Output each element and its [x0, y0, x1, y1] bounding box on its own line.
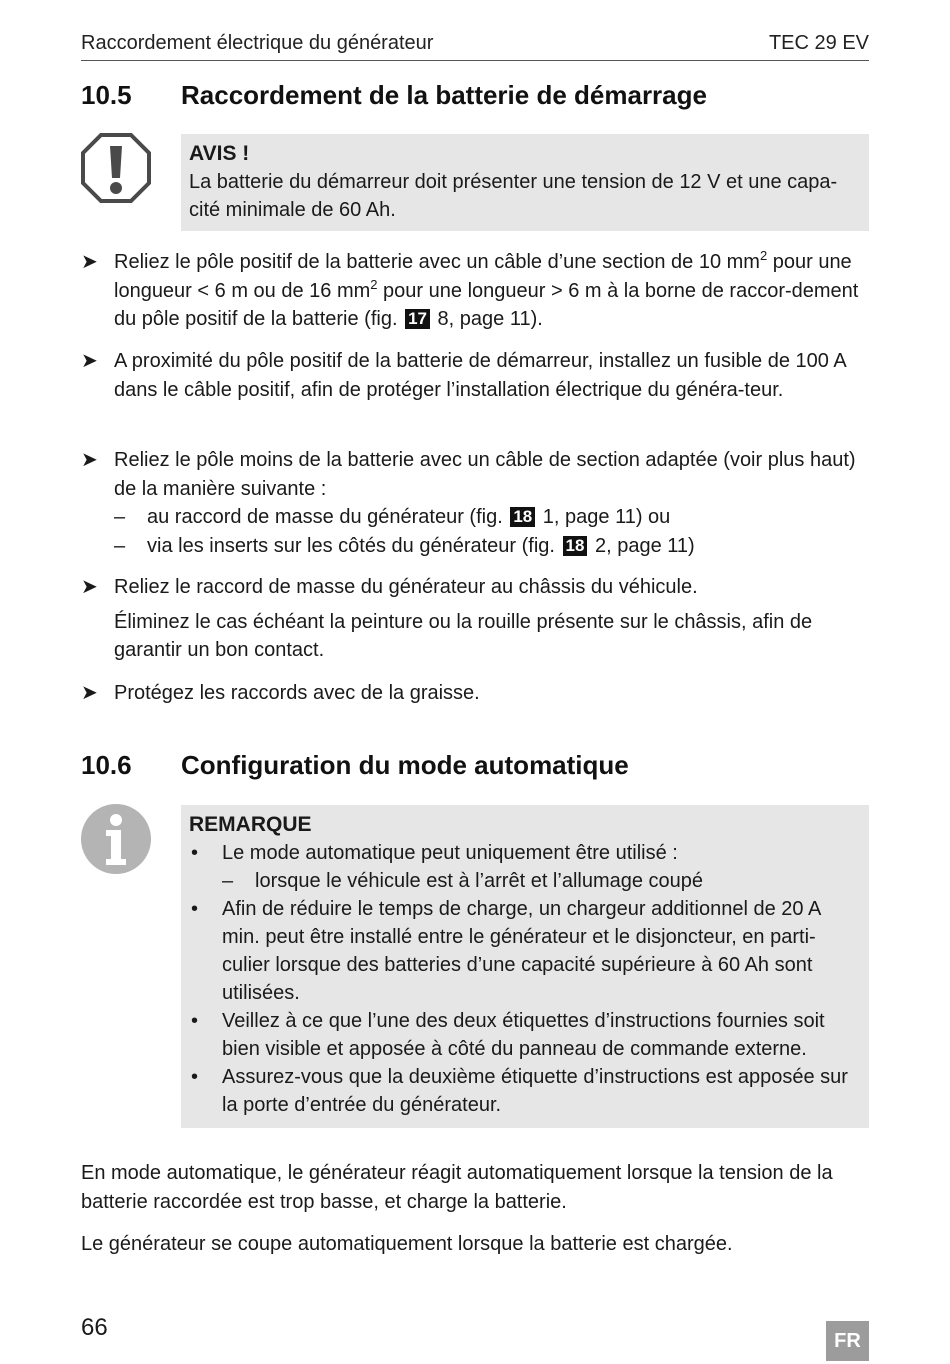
- section-number: 10.6: [81, 750, 132, 780]
- step-arrow-icon: ➤: [81, 350, 98, 372]
- step-arrow-icon: ➤: [81, 576, 98, 598]
- notice-bullet-list: [189, 839, 861, 1119]
- language-badge: FR: [826, 1321, 869, 1361]
- step-text: Reliez le pôle positif de la batterie avec un câble d’une section de 10 $mm^2$ pour une longueur < 6 m ou de 16 $mm^2$ pour une longueur > 6 m à la borne de raccor-dement du pôle positif de la batterie (fig. 17 8, page 11).: [114, 248, 859, 330]
- notice-text: La batterie du démarreur doit présenter une tension de 12 V et une capa-cité minimale de 60 Ah.: [189, 171, 838, 221]
- notice-title: AVIS !: [189, 142, 250, 165]
- body-paragraph: En mode automatique, le générateur réagit automatiquement lorsque la tension de la batterie raccordée est trop basse, et charge la batterie.: [81, 1162, 833, 1213]
- list-item: • Le mode automatique peut uniquement être utilisé :: [191, 842, 678, 864]
- list-item: • Afin de réduire le temps de charge, un chargeur additionnel de 20 A min. peut être installé entre le générateur et le disjoncteur, en parti-culier lorsque des batteries d’une capacité supérieure à 60 Ah sont utilisées.: [191, 898, 821, 1004]
- step-arrow-icon: ➤: [81, 682, 98, 704]
- instruction-step: [81, 248, 871, 334]
- instruction-step: [81, 347, 871, 404]
- step-arrow-icon: ➤: [81, 449, 98, 471]
- list-item: • Assurez-vous que la deuxième étiquette d’instructions est apposée sur la porte d’entrée du générateur.: [191, 1066, 848, 1116]
- step-note: Éliminez le cas échéant la peinture ou la rouille présente sur le châssis, afin de garantir un bon contact.: [114, 610, 813, 661]
- body-paragraph: Le générateur se coupe automatiquement lorsque la batterie est chargée.: [81, 1233, 733, 1255]
- step-text: A proximité du pôle positif de la batterie de démarreur, installez un fusible de 100 A dans le câble positif, afin de protéger l’installation électrique du généra-teur.: [114, 350, 846, 401]
- section-number: 10.5: [81, 80, 132, 110]
- step-arrow-icon: ➤: [81, 251, 98, 273]
- warning-icon: [80, 132, 152, 204]
- info-icon: [80, 803, 152, 875]
- step-text: Reliez le pôle moins de la batterie avec un câble de section adaptée (voir plus haut) de la manière suivante :: [114, 449, 856, 500]
- header-chapter: Raccordement électrique du générateur: [81, 32, 434, 54]
- instruction-step: [81, 573, 871, 665]
- figure-ref-badge: 18: [510, 507, 535, 527]
- page-header: [81, 30, 869, 61]
- header-model: TEC 29 EV: [768, 32, 869, 54]
- notice-title: REMARQUE: [189, 813, 312, 836]
- section-title: Configuration du mode automatique: [181, 750, 629, 780]
- page-number: 66: [81, 1314, 108, 1341]
- notice-box-avis: [181, 134, 869, 231]
- step-text: Protégez les raccords avec de la graisse.: [114, 682, 480, 704]
- dash-item: – via les inserts sur les côtés du générateur (fig. 18 2, page 11): [114, 534, 695, 557]
- section-title: Raccordement de la batterie de démarrage: [181, 80, 707, 110]
- dash-item: – au raccord de masse du générateur (fig. 18 1, page 11) ou: [114, 506, 671, 528]
- instruction-step: [81, 679, 871, 708]
- list-subitem: – lorsque le véhicule est à l’arrêt et l’allumage coupé: [222, 870, 704, 892]
- list-item: • Veillez à ce que l’une des deux étiquettes d’instructions fournies soit bien visible et apposée à côté du panneau de commande externe.: [191, 1010, 825, 1060]
- notice-box-remarque: [181, 805, 869, 1128]
- figure-ref-badge: 18: [563, 536, 588, 556]
- step-text: Reliez le raccord de masse du générateur au châssis du véhicule.: [114, 576, 698, 598]
- figure-ref-badge: 17: [405, 309, 430, 329]
- instruction-step: [81, 446, 871, 560]
